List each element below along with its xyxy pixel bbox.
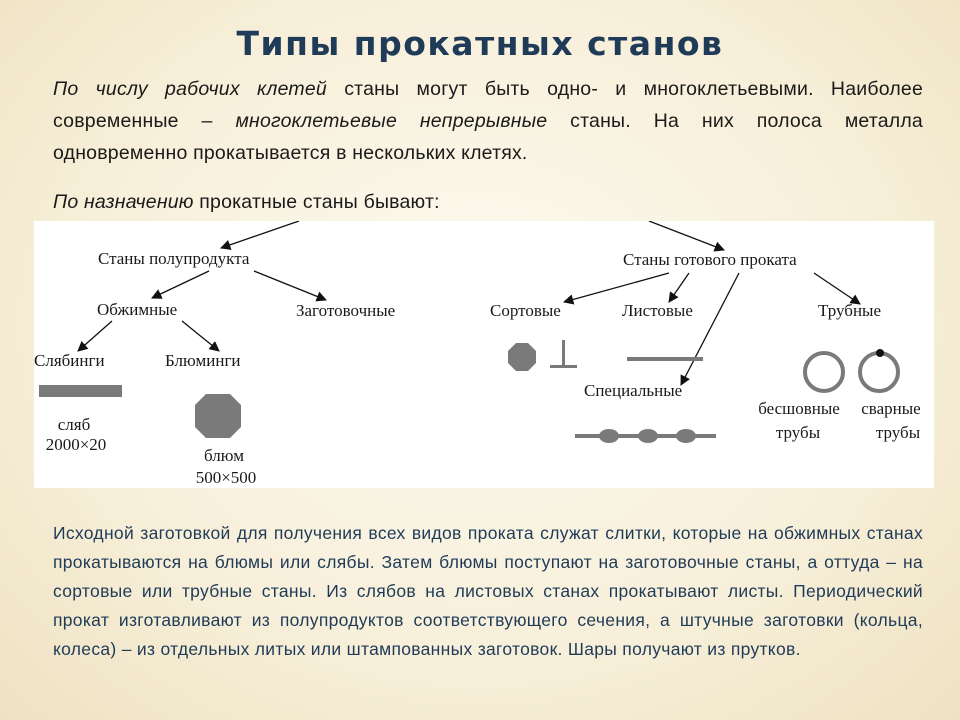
label-slab-size: 2000×20 <box>45 435 107 454</box>
label-seamless-tubes-1: бесшовные <box>758 399 840 418</box>
purpose-emphasis: По назначению <box>53 191 194 213</box>
arrow-finished-to-sheet <box>669 273 689 302</box>
label-slab: сляб <box>57 415 91 434</box>
t-profile-shape <box>550 340 577 368</box>
arrow-finished-to-tube <box>814 273 860 304</box>
purpose-line <box>53 186 923 218</box>
label-welded-tubes-1: сварные <box>861 399 921 418</box>
label-blooming-mills: Обжимные <box>97 300 178 319</box>
label-seamless-tubes-2: трубы <box>775 423 821 442</box>
bloom-shape <box>195 394 241 438</box>
arrow-blooming-to-slabbing <box>78 321 112 351</box>
label-welded-tubes-2: трубы <box>875 423 921 442</box>
mill-types-diagram <box>34 221 934 488</box>
label-section-mills: Сортовые <box>490 301 561 320</box>
label-blooming: Блюминги <box>165 351 241 370</box>
intro-emphasis-clets: По числу рабочих клетей <box>53 78 327 100</box>
intro-paragraph <box>53 73 923 169</box>
label-tube-mills: Трубные <box>818 301 882 320</box>
label-billet-mills: Заготовочные <box>296 301 396 320</box>
label-special-mills: Специальные <box>584 381 683 400</box>
label-slabbing: Слябинги <box>34 351 105 370</box>
arrow-semi-to-billet-mills <box>254 271 326 300</box>
intro-text-2: станы. На них полоса металла одновременно прокатывается в нескольких клетях. <box>53 110 923 164</box>
arrow-finished-to-special <box>681 273 739 385</box>
seamless-tube-shape <box>805 353 843 391</box>
arrow-top-to-finished <box>649 221 724 250</box>
label-bloom: блюм <box>204 446 244 465</box>
bottom-paragraph: Исходной заготовкой для получения всех видов проката служат слитки, которые на обжимных станах прокатываются на блюмы или слябы. Затем блюмы поступают на заготовочные станы, а оттуда – на сортовые или трубные станы. Из слябов на листовых станах прокатывают листы. Периодический прокат изготавливают из полупродуктов соответствующего сечения, а штучные заготовки (кольца, колеса) – из отдельных литых или штампованных заготовок. Шары получают из прутков. <box>53 523 923 659</box>
arrow-finished-to-section <box>564 273 669 302</box>
intro-text-1: станы могут быть одно- и многоклетьевыми. Наиболее современные – <box>53 78 923 132</box>
slab-shape <box>39 385 122 397</box>
label-semi-product-mills: Станы полупродукта <box>98 249 250 268</box>
purpose-text: прокатные станы бывают: <box>193 191 440 213</box>
octagon-section-shape <box>508 343 536 371</box>
label-sheet-mills: Листовые <box>622 301 693 320</box>
page-title: Типы прокатных станов <box>236 24 724 63</box>
weld-seam-mark <box>876 349 884 357</box>
arrow-blooming-to-blooming <box>182 321 219 351</box>
arrow-top-to-semi-product <box>221 221 299 248</box>
label-finished-mills: Станы готового проката <box>623 250 797 269</box>
arrow-semi-to-blooming-mills <box>152 271 209 298</box>
label-bloom-size: 500×500 <box>195 468 257 487</box>
sheet-shape <box>627 357 703 361</box>
welded-tube-shape <box>860 353 898 391</box>
periodic-profile-shape <box>575 429 716 443</box>
intro-emphasis-continuous: многоклетьевые непрерывные <box>235 110 548 132</box>
